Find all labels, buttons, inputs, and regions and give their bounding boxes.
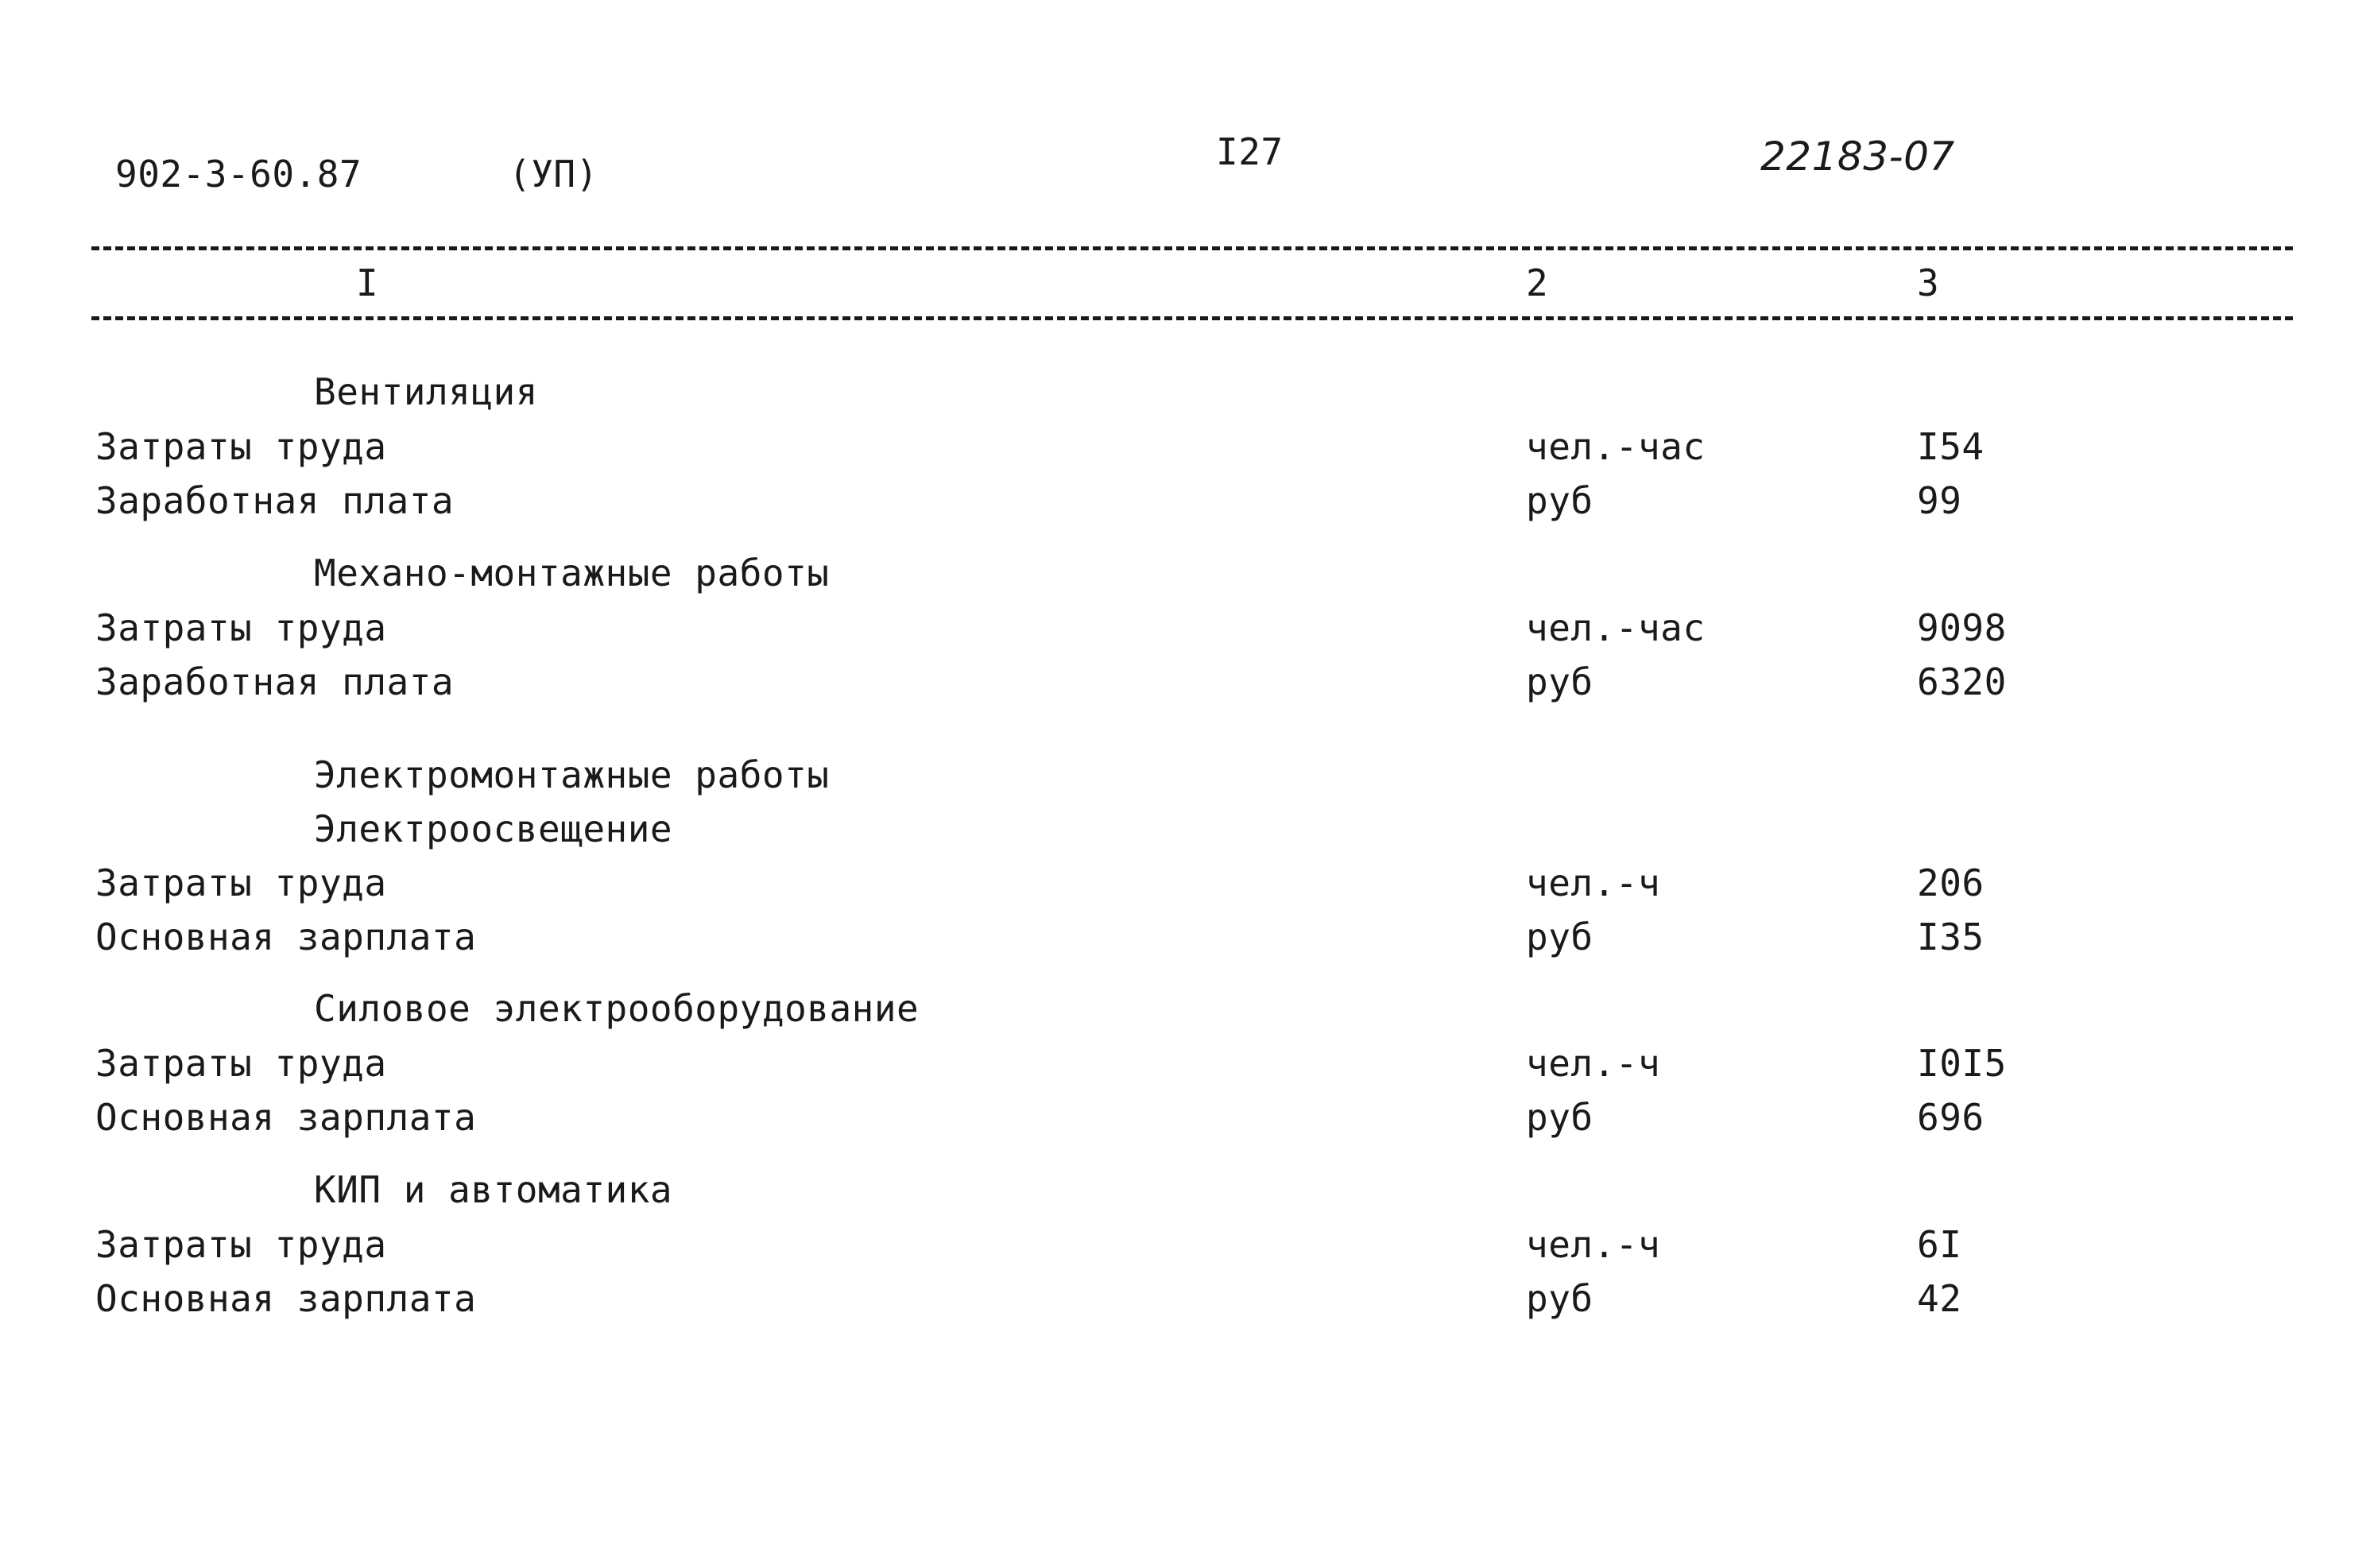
archive-code: 22183-07 — [1760, 134, 1955, 180]
column-header-3: 3 — [1917, 261, 1940, 304]
row-value: 6I — [1917, 1223, 1962, 1266]
section-heading: Вентиляция — [314, 370, 538, 413]
row-label: Заработная плата — [95, 479, 455, 522]
row-unit: руб — [1526, 1277, 1593, 1320]
row-value: 696 — [1917, 1096, 1985, 1139]
section-code: (УП) — [509, 153, 598, 196]
table-header-rule — [91, 316, 2293, 320]
row-label: Затраты труда — [95, 606, 387, 649]
section-heading: Силовое электрооборудование — [314, 987, 920, 1030]
row-label: Основная зарплата — [95, 1096, 477, 1139]
row-label: Затраты труда — [95, 1042, 387, 1085]
row-value: 9098 — [1917, 606, 2007, 649]
row-value: I35 — [1917, 916, 1985, 958]
column-header-1: I — [356, 261, 379, 304]
row-unit: чел.-час — [1526, 606, 1706, 649]
row-value: 42 — [1917, 1277, 1962, 1320]
section-heading: Электромонтажные работы — [314, 753, 830, 796]
row-value: 6320 — [1917, 660, 2007, 703]
row-unit: руб — [1526, 660, 1593, 703]
row-unit: руб — [1526, 916, 1593, 958]
row-value: 99 — [1917, 479, 1962, 522]
row-value: I54 — [1917, 425, 1985, 468]
row-label: Основная зарплата — [95, 1277, 477, 1320]
row-label: Затраты труда — [95, 425, 387, 468]
table-top-rule — [91, 246, 2293, 250]
row-unit: руб — [1526, 1096, 1593, 1139]
row-unit: чел.-ч — [1526, 1223, 1661, 1266]
row-unit: чел.-час — [1526, 425, 1706, 468]
row-value: I0I5 — [1917, 1042, 2007, 1085]
row-unit: чел.-ч — [1526, 861, 1661, 904]
row-unit: чел.-ч — [1526, 1042, 1661, 1085]
section-heading: КИП и автоматика — [314, 1168, 673, 1211]
section-heading: Электроосвещение — [314, 807, 673, 850]
row-label: Затраты труда — [95, 861, 387, 904]
row-label: Затраты труда — [95, 1223, 387, 1266]
page-number: I27 — [1216, 130, 1284, 173]
row-label: Основная зарплата — [95, 916, 477, 958]
document-number: 902-3-60.87 — [115, 153, 362, 196]
column-header-2: 2 — [1526, 261, 1549, 304]
row-value: 206 — [1917, 861, 1985, 904]
section-heading: Механо-монтажные работы — [314, 552, 830, 594]
row-label: Заработная плата — [95, 660, 455, 703]
row-unit: руб — [1526, 479, 1593, 522]
